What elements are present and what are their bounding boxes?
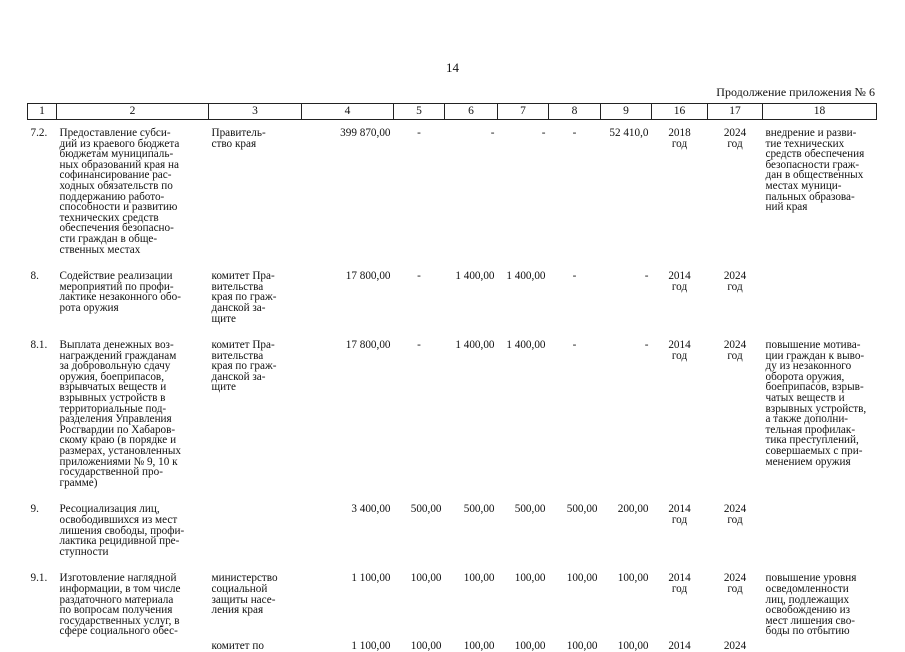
start-year: 2014 год [668,503,691,526]
year-value: 100,00 [410,572,442,585]
executor: комитет Пра- вительства края по граж- данской за- щите [211,339,277,394]
year-value: - [417,127,421,139]
table-row [28,504,877,557]
table-row [28,128,877,255]
end-year: 2024 [723,639,747,652]
row-spacer [28,324,877,340]
col-header: 6 [445,104,498,120]
end-year: 2024 год [723,503,747,526]
row-number: 8.1. [30,339,48,352]
header-row [28,104,877,120]
year-value: - [572,270,577,283]
end-year: 2024 год [723,339,747,362]
executor: Правитель- ство края [211,127,266,150]
start-year: 2018 год [668,127,691,150]
col-header: 4 [302,104,394,120]
year-value: 1 400,00 [455,270,495,283]
col-header: 8 [549,104,601,120]
row-number: 9. [30,503,39,516]
col-header: 3 [209,104,302,120]
year-value: 500,00 [514,503,546,516]
year-value: 100,00 [410,639,442,652]
total-amount: 3 400,00 [351,503,391,516]
table-row [28,271,877,324]
year-value: - [417,339,421,352]
year-value: 100,00 [566,639,598,652]
measure-name: Содействие реализации мероприятий по профи- лактике незаконного обо- рота оружия [59,270,181,314]
year-value: 500,00 [463,503,495,516]
continuation-caption: Продолжение приложения № 6 [716,85,875,99]
expected-result: внедрение и разви- тие технических средств обеспечения безопасности граж- дан в общественных местах муници- пальных образова- ний края [765,127,865,214]
row-number: 7.2. [30,127,48,139]
executor: министерство социальной защиты насе- ления края [211,572,278,617]
program-table [27,103,877,652]
year-value: 100,00 [514,572,546,585]
row-number: 8. [30,270,39,283]
start-year: 2014 год [668,572,691,595]
year-value: 52 410,0 [609,127,649,139]
year-value: 100,00 [463,572,495,585]
row-spacer [28,557,877,573]
expected-result [763,641,877,652]
executor: комитет Пра- вительства края по граж- данской за- щите [211,270,277,325]
year-value: 1 400,00 [506,270,546,283]
start-year: 2014 [668,639,691,652]
year-value: - [572,127,577,139]
measure-name: Выплата денежных воз- награждений гражданам за добровольную сдачу оружия, боеприпасов, взрывчатых веществ и взрывных устройств в территориальные под- разделения Управления Росгвардии по Хабаров- скому краю (в порядке и размерах, установленных приложениями № 9, 10 к государственной про- грамме) [59,339,182,489]
year-value: 500,00 [410,503,442,516]
expected-result [763,504,877,557]
col-header: 7 [498,104,549,120]
year-value: - [572,339,577,352]
end-year: 2024 год [723,270,747,293]
executor: комитет по [211,639,264,652]
year-value: - [490,127,495,139]
row-number [28,641,57,652]
year-value: 200,00 [617,503,649,516]
col-header: 5 [394,104,445,120]
year-value: - [417,270,421,283]
year-value: 1 400,00 [455,339,495,352]
year-value: 100,00 [463,639,495,652]
table-row [28,573,877,637]
col-header: 9 [601,104,652,120]
page-number: 14 [446,60,459,75]
total-amount: 1 100,00 [351,639,391,652]
measure-name: Предоставление субси- дий из краевого бюджета бюджетам муниципаль- ных образований края на софинансирование рас- ходных обязательств по поддержанию работо- способности и развитию технических средств обеспечения безопасно- сти граждан в обще- ственных местах [59,127,180,256]
total-amount: 399 870,00 [340,127,391,139]
measure-name: Ресоциализация лиц, освободившихся из мест лишения свободы, профи- лактика рецидивной пре- ступности [59,503,185,558]
measure-name: Изготовление наглядной информации, в том числе раздаточного материала по вопросам получения государственных услуг, в сфере социального обес- [59,572,181,638]
expected-result: повышение мотива- ции граждан к выво- ду из незаконного оборота оружия, боеприпасов, взрыв- чатых веществ и взрывных устройств, а также дополни- тельная профилак- тика преступлений, совершаемых с при- менением оружия [765,339,867,468]
year-value: 100,00 [566,572,598,585]
total-amount: 17 800,00 [345,339,391,352]
expected-result [763,271,877,324]
year-value: 1 400,00 [506,339,546,352]
year-value: - [644,339,649,352]
year-value: - [541,127,546,139]
end-year: 2024 год [723,572,747,595]
year-value: - [644,270,649,283]
col-header: 1 [28,104,57,120]
table-subrow [28,641,877,652]
year-value: 100,00 [514,639,546,652]
col-header: 18 [763,104,877,120]
total-amount: 1 100,00 [351,572,391,585]
start-year: 2014 год [668,339,691,362]
table-row [28,340,877,488]
row-number: 9.1. [30,572,48,585]
col-header: 17 [708,104,763,120]
start-year: 2014 год [668,270,691,293]
col-header: 16 [652,104,708,120]
executor [209,504,302,557]
row-spacer [28,255,877,271]
total-amount: 17 800,00 [345,270,391,283]
year-value: 500,00 [566,503,598,516]
expected-result: повышение уровня осведомленности лиц, подлежащих освобождению из мест лишения сво- боды по отбытию [765,572,857,638]
row-spacer [28,488,877,504]
end-year: 2024 год [723,127,747,150]
year-value: 100,00 [617,639,649,652]
col-header: 2 [57,104,209,120]
measure-name [57,641,209,652]
year-value: 100,00 [617,572,649,585]
